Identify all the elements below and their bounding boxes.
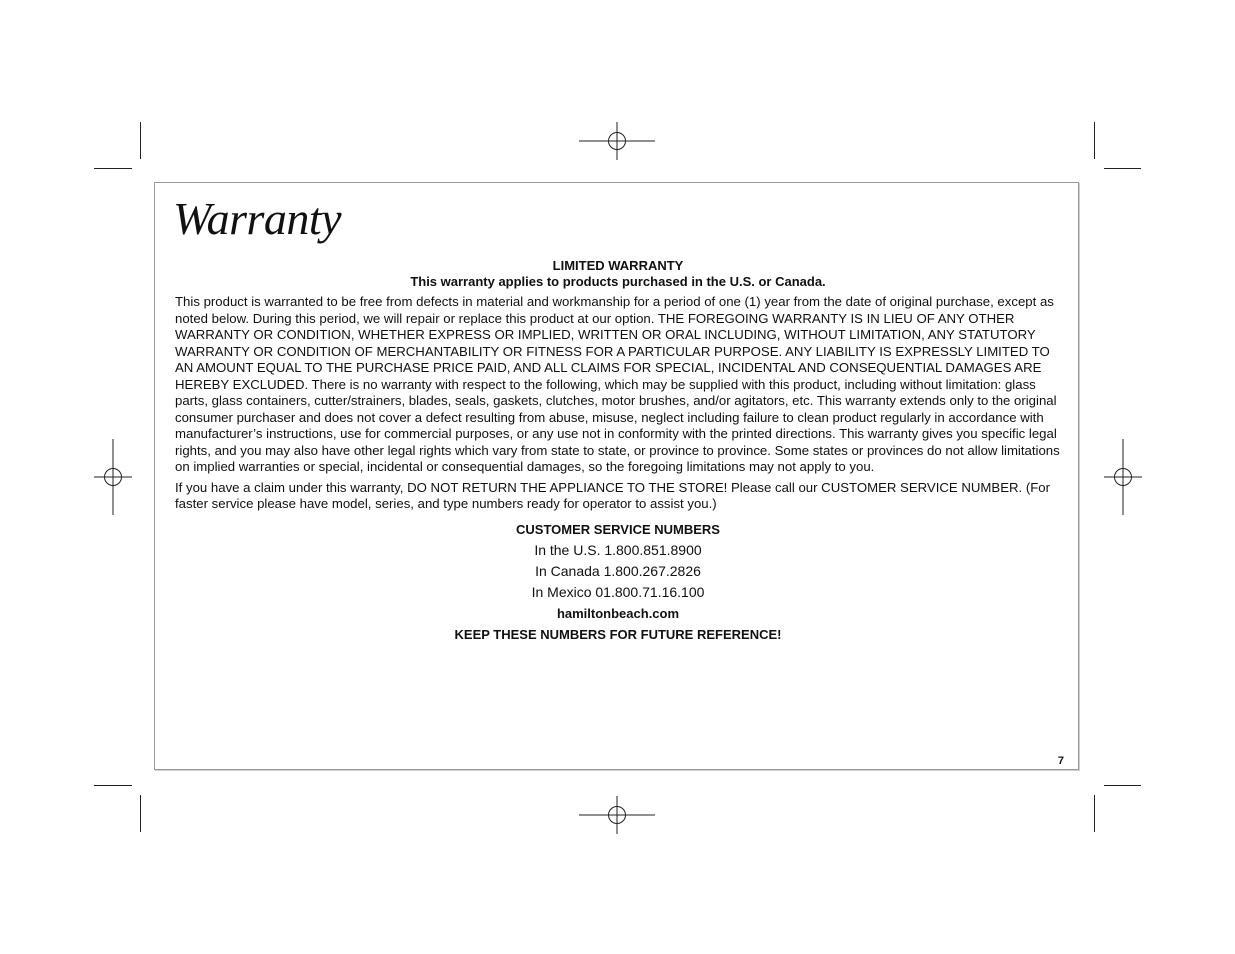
page-title: Warranty [173, 193, 342, 244]
registration-mark-right-icon [1104, 439, 1142, 515]
page-number: 7 [1057, 755, 1064, 767]
customer-service-block [175, 519, 1061, 645]
crop-mark-bottom-right-horizontal [1104, 785, 1141, 786]
website-link[interactable]: hamiltonbeach.com [556, 605, 680, 621]
crop-mark-top-right-horizontal [1104, 168, 1141, 169]
registration-mark-bottom-icon [579, 796, 655, 834]
registration-mark-top-icon [579, 122, 655, 160]
page-frame [154, 182, 1079, 770]
warranty-terms-paragraph: This product is warranted to be free from defects in material and workmanship for a period of one (1) year from the date of original purchase, except as noted below. During this period, we will repair or replace this product at our option. THE FOREGOING WARRANTY IS IN LIEU OF ANY OTHER WARRANTY OR CONDITION, WHETHER EXPRESS OR IMPLIED, WRITTEN OR ORAL INCLUDING, WITHOUT LIMITATION, ANY STATUTORY WARRANTY OR CONDITION OF MERCHANTABILITY OR FITNESS FOR A PARTICULAR PURPOSE. ANY LIABILITY IS EXPRESSLY LIMITED TO AN AMOUNT EQUAL TO THE PURCHASE PRICE PAID, AND ALL CLAIMS FOR SPECIAL, INCIDENTAL AND CONSEQUENTIAL DAMAGES ARE HEREBY EXCLUDED. There is no warranty with respect to the following, which may be supplied with this product, including without limitation: glass parts, glass containers, cutter/strainers, blades, seals, gaskets, clutches, motor brushes, and/or agitators, etc. This warranty extends only to the original consumer purchaser and does not cover a defect resulting from abuse, misuse, neglect including failure to clean product regularly in accordance with manufacturer’s instructions, use for commercial purposes, or any use not in conformity with the printed directions. This warranty gives you specific legal rights, and you may also have other legal rights which vary from state to state, or province to province. Some states or provinces do not allow limitations on implied warranties or special, incidental or consequential damages, so the foregoing limitations may not apply to you. [175, 294, 1060, 474]
crop-mark-bottom-right-vertical [1094, 795, 1095, 832]
warranty-content [175, 258, 1061, 645]
crop-mark-top-right-vertical [1094, 122, 1095, 159]
phone-mexico: In Mexico 01.800.71.16.100 [531, 583, 705, 600]
crop-mark-bottom-left-horizontal [94, 785, 132, 786]
warranty-claim-paragraph: If you have a claim under this warranty, DO NOT RETURN THE APPLIANCE TO THE STORE! Please call our CUSTOMER SERVICE NUMBER. (For faster service please have model, series, and type numbers ready for operator to assist you.) [175, 479, 1051, 511]
crop-mark-top-left-vertical [140, 122, 141, 159]
warranty-scope-subheading: This warranty applies to products purchased in the U.S. or Canada. [410, 273, 826, 289]
customer-service-heading: CUSTOMER SERVICE NUMBERS [516, 521, 720, 537]
phone-us: In the U.S. 1.800.851.8900 [534, 541, 702, 558]
limited-warranty-heading: LIMITED WARRANTY [552, 258, 684, 273]
keep-numbers-reminder: KEEP THESE NUMBERS FOR FUTURE REFERENCE! [454, 626, 782, 642]
phone-canada: In Canada 1.800.267.2826 [535, 562, 701, 579]
registration-mark-left-icon [94, 439, 132, 515]
crop-mark-top-left-horizontal [94, 168, 132, 169]
crop-mark-bottom-left-vertical [140, 795, 141, 832]
